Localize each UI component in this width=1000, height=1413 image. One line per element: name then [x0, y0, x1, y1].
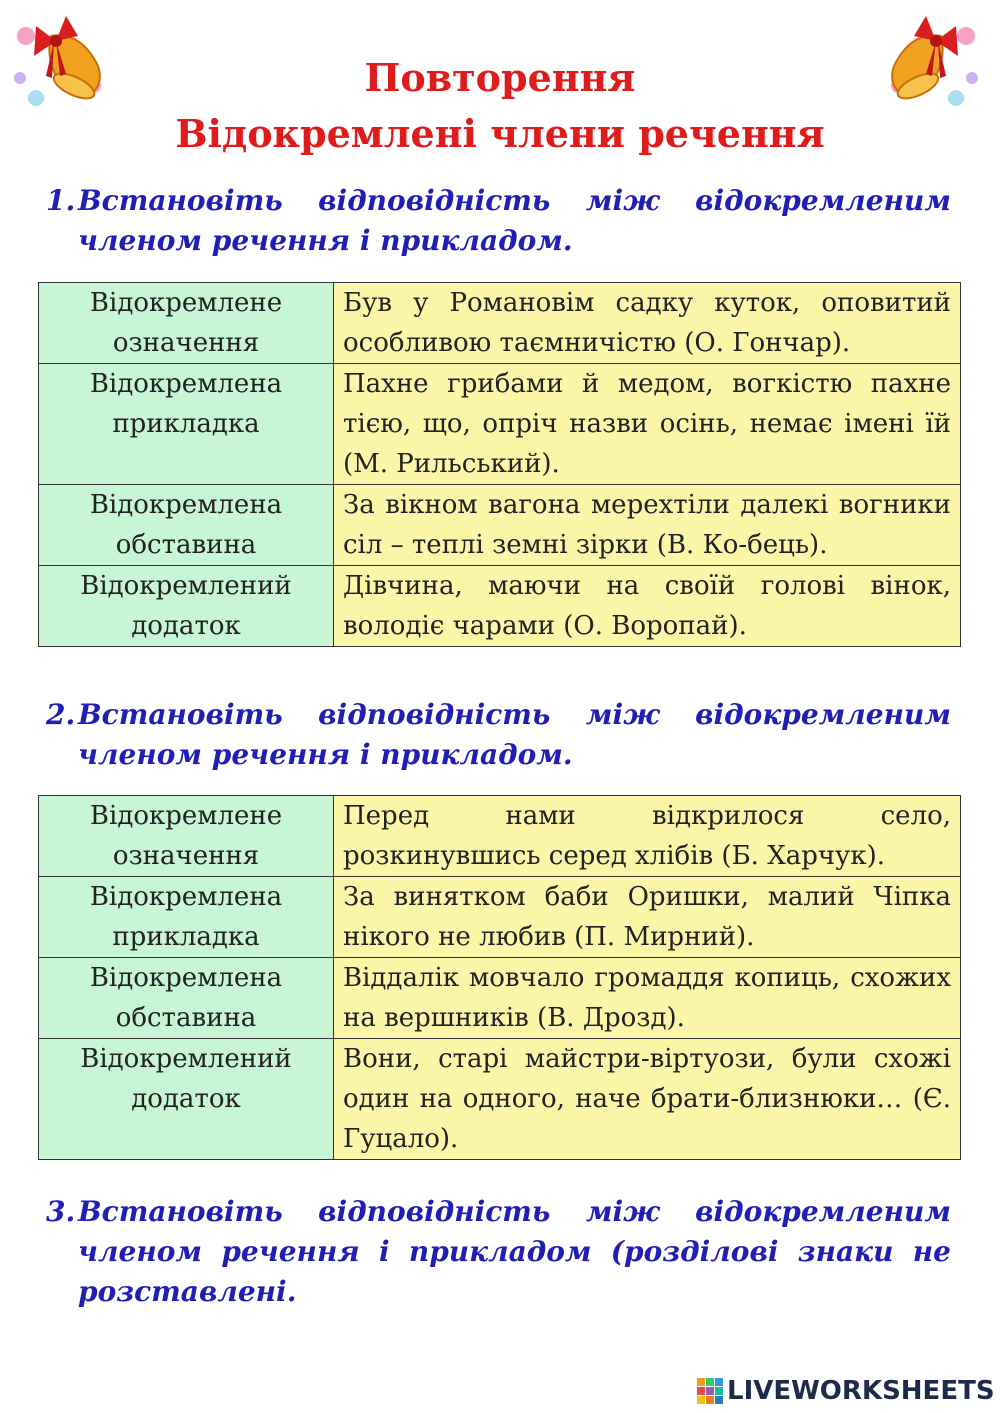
- term-cell[interactable]: Відокремлена прикладка: [39, 877, 334, 958]
- table-row: [39, 485, 961, 566]
- task-text: Встановіть відповідність між відокремленим членом речення і прикладом (розділові знаки не розставлені.: [78, 1195, 951, 1308]
- brand-name: LIVEWORKSHEETS: [727, 1376, 995, 1406]
- task-3-instruction: [46, 1192, 951, 1312]
- matching-table-1: [38, 282, 961, 647]
- task-text: Встановіть відповідність між відокремленим членом речення і прикладом.: [78, 184, 951, 257]
- task-number: 1.: [46, 184, 76, 217]
- page-subtitle: Відокремлені члени речення: [175, 111, 825, 156]
- example-cell[interactable]: Вони, старі майстри-віртуози, були схожі один на одного, наче брати-близнюки… (Є. Гуцало).: [334, 1039, 961, 1160]
- table-row: [39, 283, 961, 364]
- table-row: [39, 796, 961, 877]
- task-text: Встановіть відповідність між відокремленим членом речення і прикладом.: [78, 698, 951, 771]
- page-title: Повторення: [364, 55, 636, 100]
- liveworksheets-logo: [697, 1374, 995, 1408]
- term-cell[interactable]: Відокремлене означення: [39, 283, 334, 364]
- matching-table-2: [38, 795, 961, 1160]
- example-cell[interactable]: За винятком баби Оришки, малий Чіпка нікого не любив (П. Мирний).: [334, 877, 961, 958]
- brand-grid-icon: [697, 1378, 723, 1404]
- task-number: 3.: [46, 1195, 76, 1228]
- example-cell[interactable]: За вікном вагона мерехтіли далекі вогники сіл – теплі земні зірки (В. Ко-бець).: [334, 485, 961, 566]
- example-cell[interactable]: Віддалік мовчало громаддя копиць, схожих на вершників (В. Дрозд).: [334, 958, 961, 1039]
- table-row: [39, 958, 961, 1039]
- term-cell[interactable]: Відокремлений додаток: [39, 1039, 334, 1160]
- example-cell[interactable]: Дівчина, маючи на своїй голові вінок, володіє чарами (О. Воропай).: [334, 566, 961, 647]
- table-row: [39, 1039, 961, 1160]
- example-cell[interactable]: Був у Романовім садку куток, оповитий особливою таємничістю (О. Гончар).: [334, 283, 961, 364]
- term-cell[interactable]: Відокремлена обставина: [39, 958, 334, 1039]
- task-1-instruction: [46, 181, 951, 261]
- table-row: [39, 566, 961, 647]
- table-row: [39, 364, 961, 485]
- example-cell[interactable]: Пахне грибами й медом, вогкістю пахне тією, що, опріч назви осінь, немає імені їй (М. Рильський).: [334, 364, 961, 485]
- table-row: [39, 877, 961, 958]
- term-cell[interactable]: Відокремлена обставина: [39, 485, 334, 566]
- term-cell[interactable]: Відокремлений додаток: [39, 566, 334, 647]
- task-2-instruction: [46, 695, 951, 775]
- term-cell[interactable]: Відокремлена прикладка: [39, 364, 334, 485]
- example-cell[interactable]: Перед нами відкрилося село, розкинувшись серед хлібів (Б. Харчук).: [334, 796, 961, 877]
- task-number: 2.: [46, 698, 76, 731]
- term-cell[interactable]: Відокремлене означення: [39, 796, 334, 877]
